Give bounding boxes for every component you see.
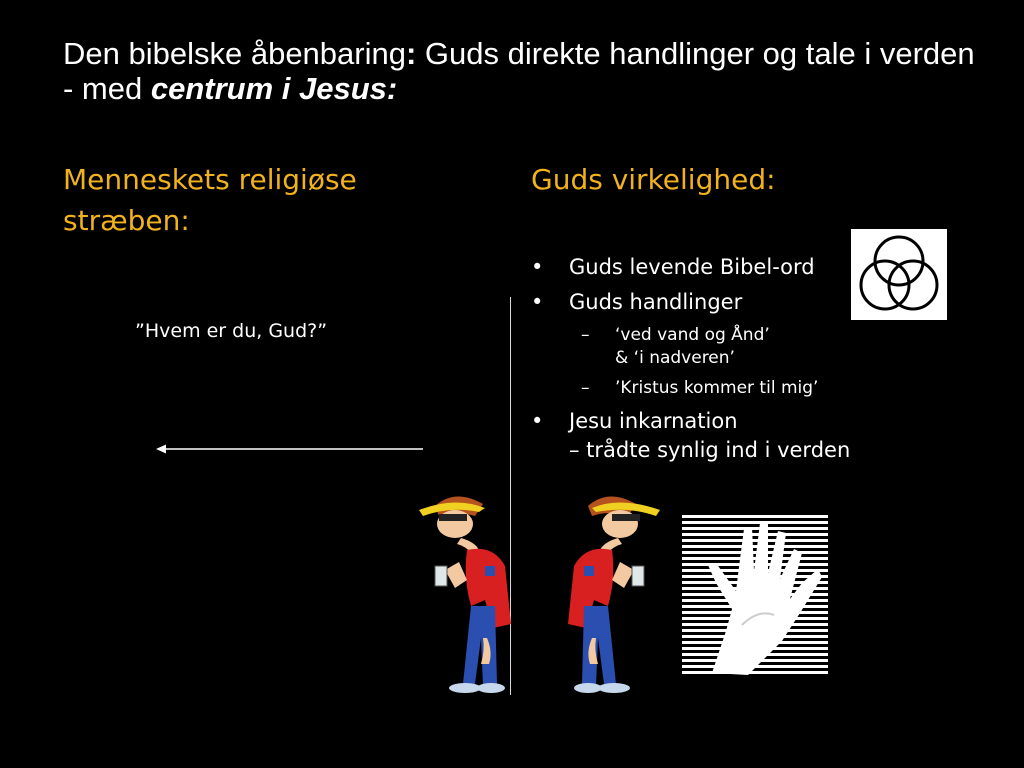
quote-text: ”Hvem er du, Gud?” <box>135 320 328 342</box>
bullet-glyph: • <box>531 255 544 279</box>
sub-bullet-line1: ‘ved vand og Ånd’ <box>615 324 770 345</box>
person-figure-icon <box>415 488 511 698</box>
bullet-item <box>531 407 911 466</box>
bullet-text: Guds handlinger <box>569 290 743 315</box>
title-part1: Den bibelske åbenbaring <box>63 36 406 71</box>
bullet-text: Guds levende Bibel-ord <box>569 255 815 279</box>
arrow-left-icon <box>150 440 430 460</box>
title-part2: Guds direkte handlinger og tale i verden - med <box>63 36 975 107</box>
left-heading-line2: stræben: <box>63 203 190 237</box>
sub-bullet-line1: ’Kristus kommer til mig’ <box>615 377 819 398</box>
title-colon: : <box>405 36 417 71</box>
bullet-text-line2: – trådte synlig ind i verden <box>569 437 851 462</box>
left-heading-line1: Menneskets religiøse <box>63 163 357 196</box>
bullet-glyph: • <box>531 408 544 433</box>
title-emphasis: centrum i Jesus: <box>150 71 398 107</box>
trinity-circles-icon <box>851 229 947 320</box>
slide-title <box>63 36 983 106</box>
right-heading: Guds virkelighed: <box>531 163 776 196</box>
bullet-glyph: • <box>531 290 544 315</box>
dash-glyph: – <box>581 324 590 345</box>
sub-bullet-line2: & ‘i nadveren’ <box>615 347 735 368</box>
dash-glyph: – <box>581 377 590 398</box>
sub-bullet-item <box>531 377 911 400</box>
sub-bullet-item <box>531 324 911 370</box>
left-heading <box>63 160 443 241</box>
hand-icon <box>682 513 828 675</box>
person-figure-icon <box>568 488 664 698</box>
bullet-text: Jesu inkarnation <box>569 408 738 433</box>
